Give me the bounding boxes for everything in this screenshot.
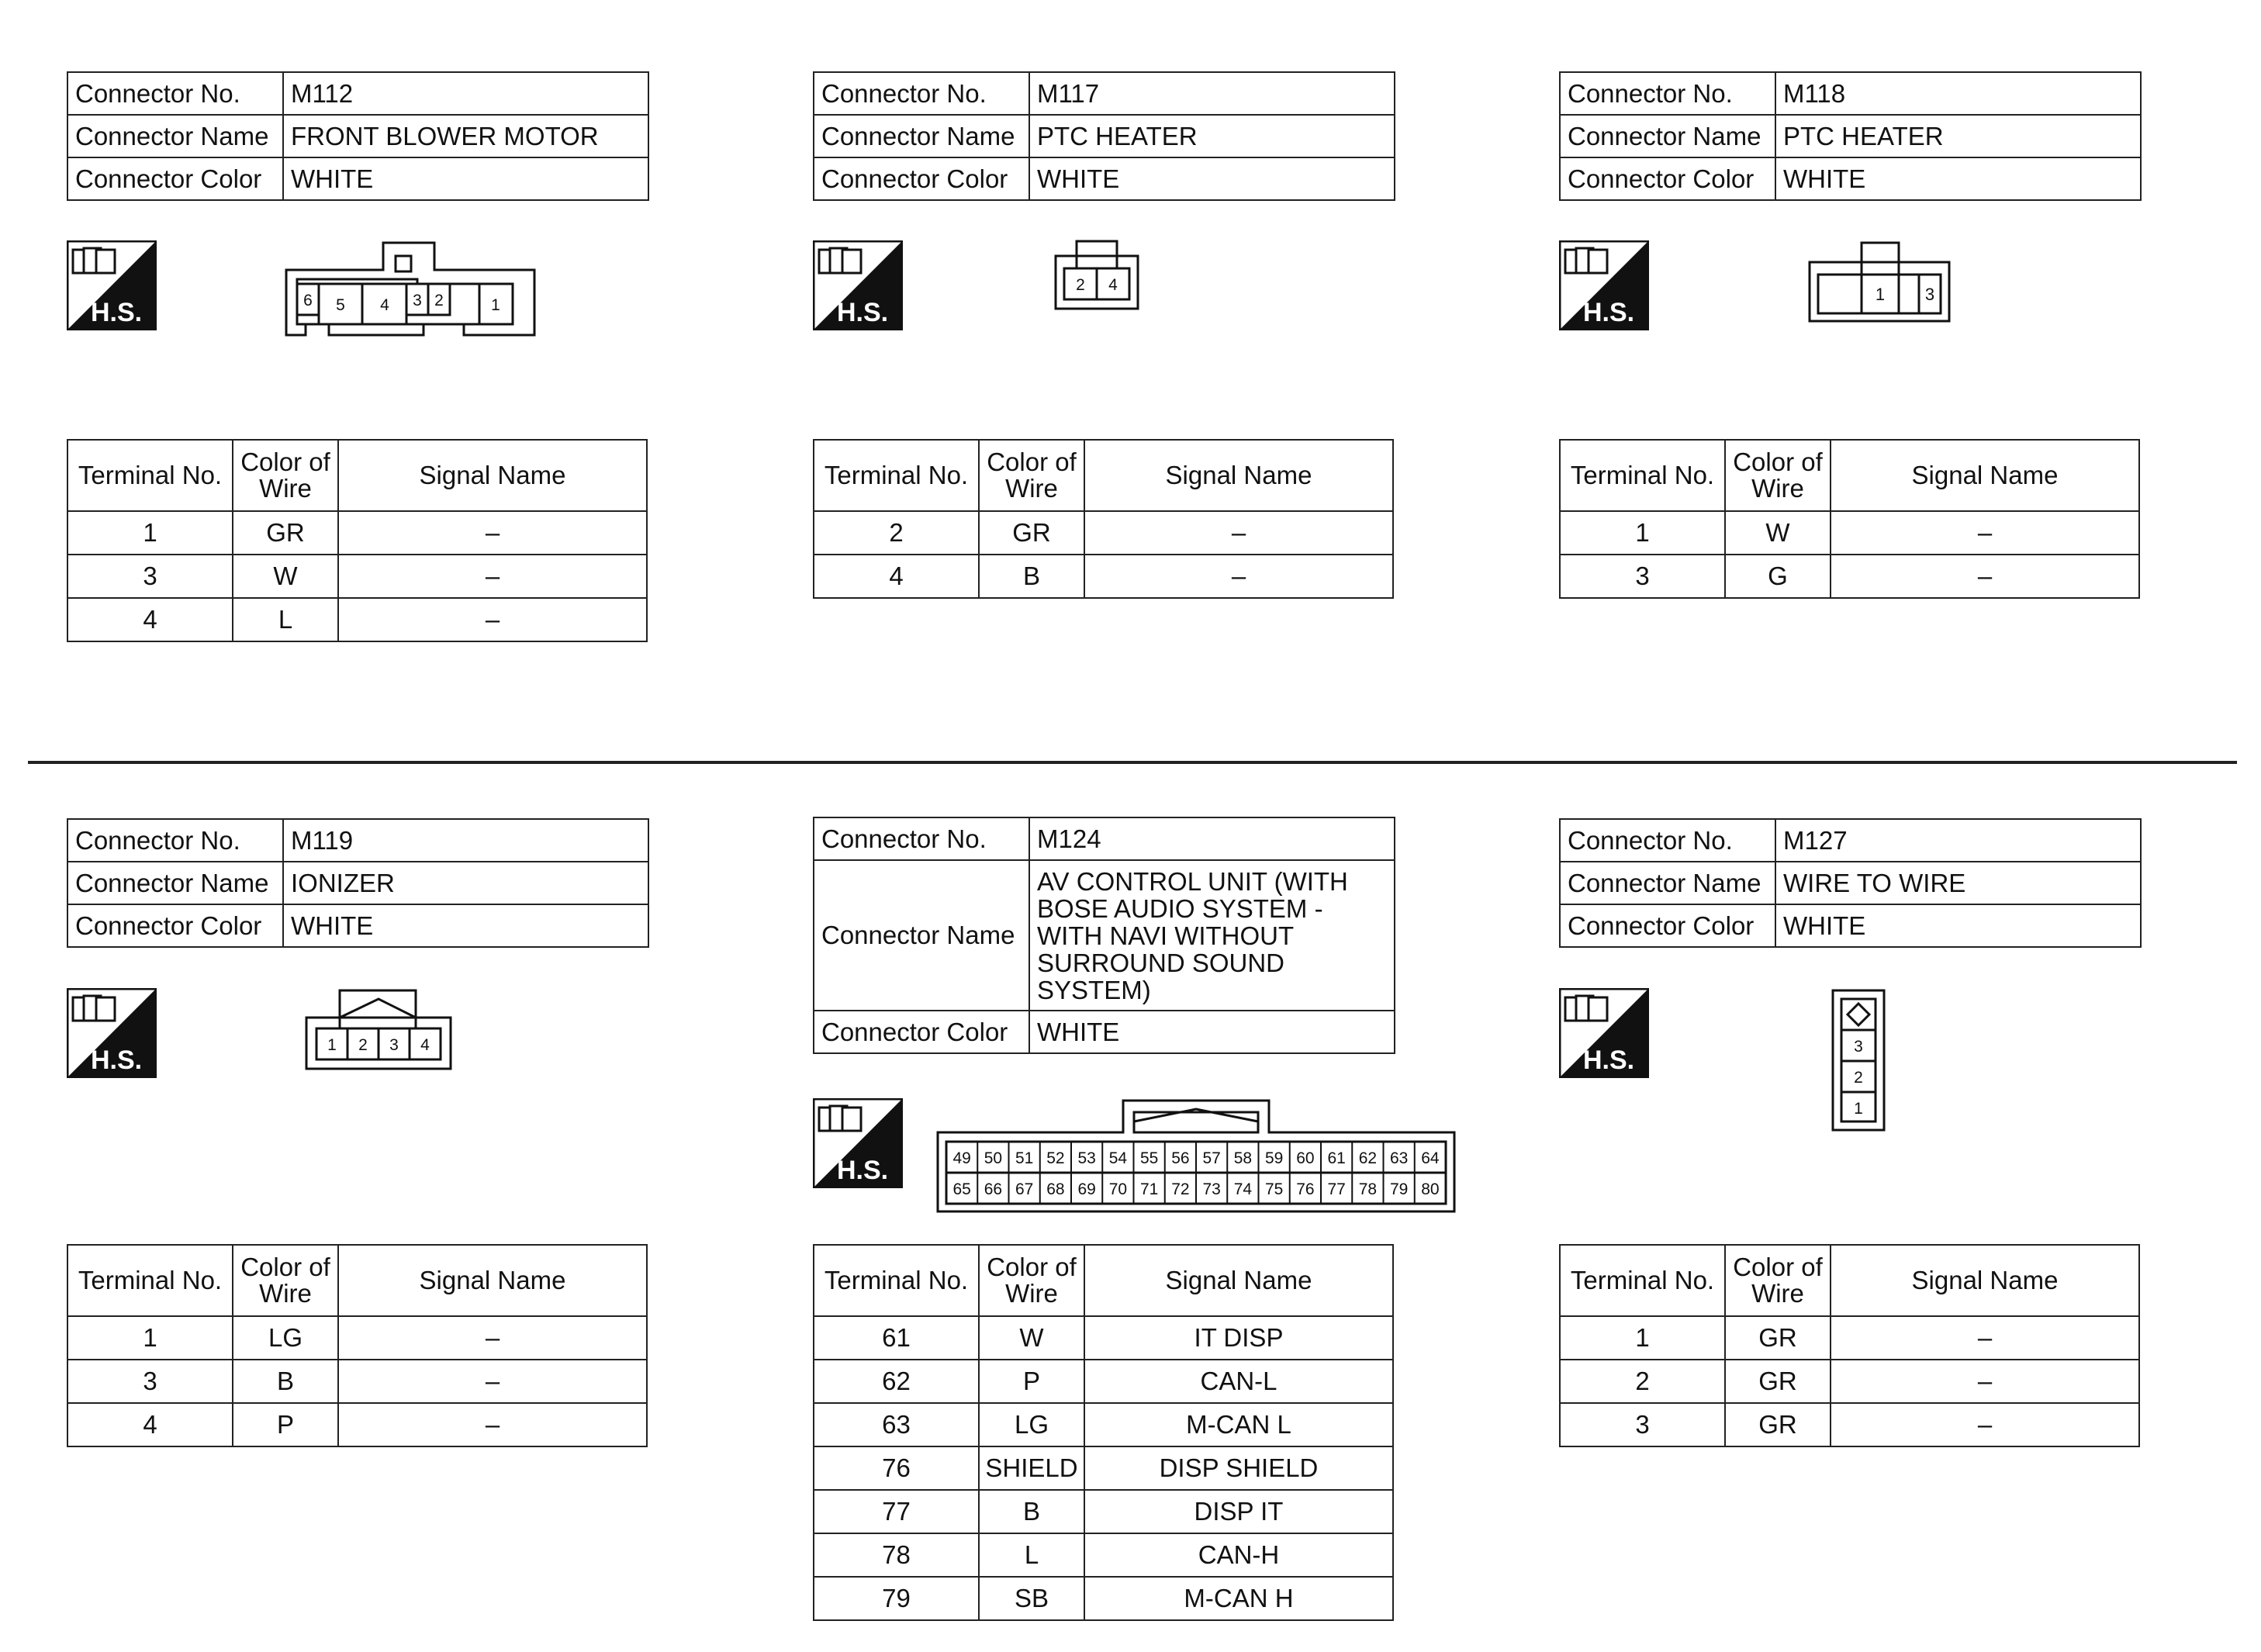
hs-label: H.S.: [90, 298, 143, 327]
terminal-cell: 2: [814, 511, 979, 555]
terminal-cell: 4: [814, 555, 979, 598]
connector-info-m118: [1559, 71, 2142, 201]
terminal-label: 53: [1077, 1149, 1096, 1167]
terminal-label: 1: [327, 1036, 337, 1054]
hs-label: H.S.: [1582, 298, 1635, 327]
wire-color-header: Color of Wire: [979, 1245, 1084, 1316]
table-row: [814, 1360, 1393, 1403]
terminal-label: 56: [1171, 1149, 1190, 1167]
table-row: [814, 1577, 1393, 1620]
connector-color-label: Connector Color: [814, 1011, 1029, 1053]
table-row: [67, 1403, 647, 1446]
wire-color-header: Color of Wire: [1725, 440, 1831, 511]
connector-no-label: Connector No.: [67, 819, 283, 862]
connector-face-m124: [935, 1098, 1457, 1215]
hs-label: H.S.: [1582, 1045, 1635, 1075]
connector-no-value: M118: [1775, 72, 2141, 115]
connector-color-label: Connector Color: [1560, 157, 1775, 200]
connector-name-value: IONIZER: [283, 862, 648, 904]
terminal-label: 60: [1296, 1149, 1315, 1167]
connector-no-label: Connector No.: [67, 72, 283, 115]
hs-icon: [67, 240, 157, 330]
connector-name-value: FRONT BLOWER MOTOR: [283, 115, 648, 157]
signal-cell: –: [338, 1403, 647, 1446]
signal-cell: –: [1831, 1360, 2139, 1403]
hs-label: H.S.: [90, 1045, 143, 1075]
terminal-cell: 78: [814, 1533, 979, 1577]
terminal-label: 2: [434, 292, 444, 309]
terminal-no-header: Terminal No.: [814, 440, 979, 511]
connector-color-label: Connector Color: [1560, 904, 1775, 947]
connector-color-value: WHITE: [1775, 904, 2141, 947]
terminal-cell: 79: [814, 1577, 979, 1620]
terminal-label: 72: [1171, 1180, 1190, 1198]
table-row: [67, 1360, 647, 1403]
terminal-label: 50: [984, 1149, 1003, 1167]
signal-cell: –: [338, 555, 647, 598]
terminal-label: 1: [1875, 285, 1886, 304]
terminal-label: 67: [1015, 1180, 1034, 1198]
connector-info-m117: [813, 71, 1395, 201]
connector-face-m118: [1807, 240, 1952, 324]
connector-name-value: AV CONTROL UNIT (WITH BOSE AUDIO SYSTEM - WITH NAVI WITHOUT SURROUND SOUND SYSTEM): [1029, 860, 1395, 1011]
wire-color-cell: W: [1725, 511, 1831, 555]
wire-color-cell: W: [979, 1316, 1084, 1360]
signal-cell: –: [338, 1360, 647, 1403]
terminal-cell: 3: [67, 1360, 233, 1403]
signal-cell: –: [1831, 555, 2139, 598]
hs-icon: [1559, 988, 1649, 1078]
terminal-no-header: Terminal No.: [1560, 1245, 1725, 1316]
wire-color-cell: GR: [979, 511, 1084, 555]
connector-name-label: Connector Name: [67, 115, 283, 157]
connector-info-m124: [813, 817, 1395, 1054]
terminal-label: 64: [1421, 1149, 1440, 1167]
connector-no-label: Connector No.: [1560, 819, 1775, 862]
wire-color-cell: L: [233, 598, 338, 641]
connector-face-m112: [284, 239, 537, 338]
connector-no-value: M124: [1029, 817, 1395, 860]
signal-cell: –: [338, 511, 647, 555]
wire-color-cell: GR: [1725, 1360, 1831, 1403]
wire-color-header: Color of Wire: [233, 1245, 338, 1316]
table-row: [67, 598, 647, 641]
connector-name-value: WIRE TO WIRE: [1775, 862, 2141, 904]
signal-cell: –: [1831, 1316, 2139, 1360]
terminal-label: 1: [1854, 1100, 1863, 1118]
table-row: [67, 1316, 647, 1360]
hs-icon: [1559, 240, 1649, 330]
wire-color-cell: B: [979, 1490, 1084, 1533]
terminal-label: 2: [358, 1036, 368, 1054]
terminal-label: 6: [303, 292, 313, 309]
signal-cell: –: [1084, 511, 1393, 555]
terminal-label: 59: [1264, 1149, 1284, 1167]
signal-name-header: Signal Name: [1084, 440, 1393, 511]
terminal-label: 79: [1389, 1180, 1409, 1198]
terminal-label: 58: [1233, 1149, 1253, 1167]
terminal-label: 55: [1139, 1149, 1159, 1167]
terminal-cell: 3: [1560, 555, 1725, 598]
terminal-label: 3: [1924, 285, 1935, 304]
signal-cell: CAN-L: [1084, 1360, 1393, 1403]
table-row: [67, 555, 647, 598]
terminal-cell: 3: [1560, 1403, 1725, 1446]
connector-info-m119: [67, 818, 649, 948]
terminal-label: 51: [1015, 1149, 1034, 1167]
terminal-label: 75: [1264, 1180, 1284, 1198]
connector-info-m112: [67, 71, 649, 201]
connector-name-label: Connector Name: [1560, 115, 1775, 157]
terminal-label: 78: [1358, 1180, 1378, 1198]
table-row: [1560, 1403, 2139, 1446]
terminal-label: 4: [380, 296, 389, 314]
wire-color-cell: GR: [1725, 1403, 1831, 1446]
terminal-label: 54: [1108, 1149, 1128, 1167]
terminal-label: 5: [336, 296, 345, 314]
table-row: [814, 1490, 1393, 1533]
terminal-no-header: Terminal No.: [67, 1245, 233, 1316]
connector-color-label: Connector Color: [814, 157, 1029, 200]
connector-face-m117: [1053, 239, 1140, 312]
signal-cell: –: [1831, 511, 2139, 555]
hs-label: H.S.: [836, 1156, 889, 1185]
wire-color-header: Color of Wire: [1725, 1245, 1831, 1316]
terminal-label: 52: [1046, 1149, 1065, 1167]
terminal-label: 68: [1046, 1180, 1065, 1198]
terminal-label: 73: [1202, 1180, 1221, 1198]
terminal-label: 77: [1327, 1180, 1346, 1198]
terminal-label: 69: [1077, 1180, 1096, 1198]
terminal-label: 3: [1854, 1038, 1863, 1056]
connector-face-m127: [1831, 988, 1886, 1132]
connector-no-label: Connector No.: [1560, 72, 1775, 115]
wire-color-cell: L: [979, 1533, 1084, 1577]
wire-color-cell: LG: [979, 1403, 1084, 1446]
terminal-cell: 77: [814, 1490, 979, 1533]
wire-color-cell: P: [979, 1360, 1084, 1403]
terminal-label: 4: [420, 1036, 430, 1054]
connector-no-value: M112: [283, 72, 648, 115]
wire-color-cell: B: [979, 555, 1084, 598]
signal-name-header: Signal Name: [338, 440, 647, 511]
signal-name-header: Signal Name: [338, 1245, 647, 1316]
table-row: [1560, 1316, 2139, 1360]
terminal-cell: 4: [67, 598, 233, 641]
connector-color-value: WHITE: [1029, 1011, 1395, 1053]
terminal-label: 70: [1108, 1180, 1128, 1198]
connector-color-value: WHITE: [283, 157, 648, 200]
signal-cell: DISP IT: [1084, 1490, 1393, 1533]
terminal-label: 2: [1076, 276, 1085, 294]
terminal-no-header: Terminal No.: [1560, 440, 1725, 511]
terminal-label: 80: [1421, 1180, 1440, 1198]
hs-label: H.S.: [836, 298, 889, 327]
terminal-label: 65: [952, 1180, 971, 1198]
terminal-cell: 2: [1560, 1360, 1725, 1403]
connector-name-label: Connector Name: [67, 862, 283, 904]
signal-cell: CAN-H: [1084, 1533, 1393, 1577]
signal-cell: M-CAN H: [1084, 1577, 1393, 1620]
terminal-label: 71: [1139, 1180, 1159, 1198]
wire-color-cell: SHIELD: [979, 1446, 1084, 1490]
connector-name-value: PTC HEATER: [1775, 115, 2141, 157]
hs-icon: [67, 988, 157, 1078]
signal-cell: –: [1831, 1403, 2139, 1446]
terminal-label: 74: [1233, 1180, 1253, 1198]
connector-no-label: Connector No.: [814, 72, 1029, 115]
hs-icon: [813, 1098, 903, 1188]
signal-cell: DISP SHIELD: [1084, 1446, 1393, 1490]
wire-color-cell: GR: [233, 511, 338, 555]
signal-name-header: Signal Name: [1084, 1245, 1393, 1316]
terminal-cell: 61: [814, 1316, 979, 1360]
wire-color-cell: GR: [1725, 1316, 1831, 1360]
wire-color-cell: LG: [233, 1316, 338, 1360]
wire-color-header: Color of Wire: [979, 440, 1084, 511]
terminal-label: 49: [952, 1149, 971, 1167]
signal-cell: M-CAN L: [1084, 1403, 1393, 1446]
section-divider: [28, 761, 2237, 764]
terminal-label: 66: [984, 1180, 1003, 1198]
terminal-cell: 1: [67, 1316, 233, 1360]
terminal-cell: 1: [1560, 1316, 1725, 1360]
connector-info-m127: [1559, 818, 2142, 948]
terminal-cell: 4: [67, 1403, 233, 1446]
terminal-table-m127: [1559, 1244, 2140, 1447]
connector-no-value: M119: [283, 819, 648, 862]
table-row: [1560, 1360, 2139, 1403]
table-row: [814, 1446, 1393, 1490]
terminal-label: 76: [1296, 1180, 1315, 1198]
terminal-label: 57: [1202, 1149, 1221, 1167]
signal-cell: –: [338, 1316, 647, 1360]
wire-color-cell: P: [233, 1403, 338, 1446]
signal-cell: IT DISP: [1084, 1316, 1393, 1360]
connector-color-value: WHITE: [283, 904, 648, 947]
terminal-no-header: Terminal No.: [814, 1245, 979, 1316]
terminal-cell: 3: [67, 555, 233, 598]
connector-name-label: Connector Name: [1560, 862, 1775, 904]
terminal-table-m117: [813, 439, 1394, 599]
table-row: [814, 1316, 1393, 1360]
connector-name-value: PTC HEATER: [1029, 115, 1395, 157]
terminal-cell: 76: [814, 1446, 979, 1490]
connector-name-label: Connector Name: [814, 115, 1029, 157]
connector-color-value: WHITE: [1029, 157, 1395, 200]
table-row: [67, 511, 647, 555]
table-row: [814, 1403, 1393, 1446]
table-row: [814, 1533, 1393, 1577]
terminal-label: 63: [1389, 1149, 1409, 1167]
terminal-cell: 1: [1560, 511, 1725, 555]
terminal-label: 1: [491, 296, 500, 314]
terminal-table-m112: [67, 439, 648, 642]
connector-color-label: Connector Color: [67, 157, 283, 200]
wire-color-cell: W: [233, 555, 338, 598]
terminal-no-header: Terminal No.: [67, 440, 233, 511]
terminal-label: 2: [1854, 1069, 1863, 1087]
signal-cell: –: [1084, 555, 1393, 598]
table-row: [814, 555, 1393, 598]
terminal-cell: 1: [67, 511, 233, 555]
terminal-cell: 63: [814, 1403, 979, 1446]
terminal-label: 3: [413, 292, 422, 309]
hs-icon: [813, 240, 903, 330]
table-row: [1560, 511, 2139, 555]
terminal-label: 4: [1108, 276, 1118, 294]
table-row: [1560, 555, 2139, 598]
table-row: [814, 511, 1393, 555]
terminal-table-m118: [1559, 439, 2140, 599]
wire-color-cell: SB: [979, 1577, 1084, 1620]
signal-name-header: Signal Name: [1831, 1245, 2139, 1316]
terminal-table-m124: [813, 1244, 1394, 1621]
connector-name-label: Connector Name: [814, 860, 1029, 1011]
connector-face-m119: [304, 988, 453, 1072]
terminal-label: 62: [1358, 1149, 1378, 1167]
connector-no-value: M127: [1775, 819, 2141, 862]
wire-color-cell: G: [1725, 555, 1831, 598]
connector-no-value: M117: [1029, 72, 1395, 115]
signal-name-header: Signal Name: [1831, 440, 2139, 511]
terminal-table-m119: [67, 1244, 648, 1447]
connector-color-value: WHITE: [1775, 157, 2141, 200]
signal-cell: –: [338, 598, 647, 641]
connector-color-label: Connector Color: [67, 904, 283, 947]
terminal-label: 61: [1327, 1149, 1346, 1167]
terminal-label: 3: [389, 1036, 399, 1054]
wire-color-header: Color of Wire: [233, 440, 338, 511]
terminal-cell: 62: [814, 1360, 979, 1403]
connector-no-label: Connector No.: [814, 817, 1029, 860]
wire-color-cell: B: [233, 1360, 338, 1403]
